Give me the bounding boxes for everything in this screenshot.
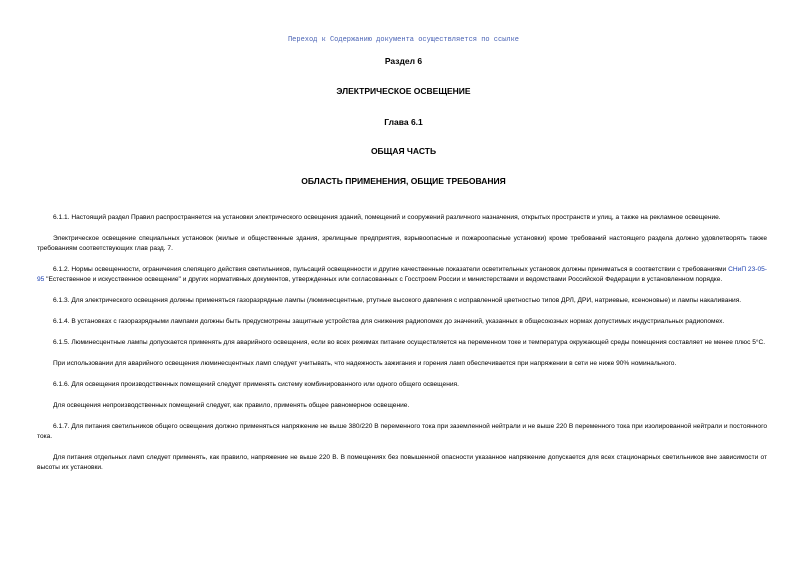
- paragraph-special-lighting: Электрическое освещение специальных установок (жилые и общественные здания, зрелищные предприятия, взрывоопасные и пожароопасные установки) кроме требований настоящего раздела должно удовлетворять также требованиям соответствующих глав разд. 7.: [37, 235, 767, 252]
- snip-link[interactable]: СНиП 23-05-95: [37, 266, 767, 283]
- paragraph-6-1-2: [37, 265, 767, 285]
- paragraph-non-production: Для освещения непроизводственных помещений следует, как правило, применять общее равномерное освещение.: [53, 402, 410, 409]
- paragraph-6-1-5: 6.1.5. Люминесцентные лампы допускается применять для аварийного освещения, если во всех режимах питание осуществляется на переменном токе и температура окружающей среды помещения составляет не менее плюс 5°С.: [53, 339, 766, 346]
- paragraph-6-1-1: 6.1.1. Настоящий раздел Правил распространяется на установки электрического освещения зданий, помещений и сооружений различного назначения, открытых пространств и улиц, а также на рекламное освещение.: [53, 214, 721, 221]
- general-part-heading: ОБЩАЯ ЧАСТЬ: [370, 146, 437, 156]
- toc-link[interactable]: Переход к Содержанию документа осуществляется по ссылке: [287, 36, 520, 44]
- scope-heading: ОБЛАСТЬ ПРИМЕНЕНИЯ, ОБЩИЕ ТРЕБОВАНИЯ: [301, 176, 506, 186]
- section-heading: Раздел 6: [384, 56, 423, 66]
- paragraph-6-1-4: 6.1.4. В установках с газоразрядными лампами должны быть предусмотрены защитные устройства для снижения радиопомех до значений, указанных в общесоюзных нормах допустимых индустриальных радиопомех.: [53, 318, 725, 325]
- paragraph-6-1-3: 6.1.3. Для электрического освещения должны применяться газоразрядные лампы (люминесцентные, ртутные высокого давления с исправленной цветностью типов ДРЛ, ДРИ, натриевые, ксеноновые) и лампы накаливания.: [53, 297, 742, 304]
- section-title: ЭЛЕКТРИЧЕСКОЕ ОСВЕЩЕНИЕ: [336, 86, 471, 96]
- paragraph-6-1-2-text-start: 6.1.2. Нормы освещенности, ограничения слепящего действия светильников, пульсаций освещенности и другие качественные показатели осветительных установок должны приниматься в соответствии с требованиями: [53, 266, 729, 273]
- paragraph-6-1-7: 6.1.7. Для питания светильников общего освещения должно применяться напряжение не выше 380/220 В переменного тока при заземленной нейтрали и не выше 220 В переменного тока при изолированной нейтрали и постоянного тока.: [37, 423, 767, 440]
- paragraph-emergency-fluorescent: При использовании для аварийного освещения люминесцентных ламп следует учитывать, что надежность зажигания и горения ламп обеспечивается при напряжении в сети не ниже 90% номинального.: [53, 360, 677, 367]
- document-body: [37, 213, 767, 484]
- chapter-heading: Глава 6.1: [384, 117, 423, 127]
- paragraph-6-1-6: 6.1.6. Для освещения производственных помещений следует применять систему комбинированного или одного общего освещения.: [53, 381, 459, 388]
- paragraph-6-1-2-text-end: "Естественное и искусственное освещение" и других нормативных документов, утвержденных или согласованных с Госстроем России и министерствами и ведомствами Российской Федерации в установленном порядке.: [44, 276, 723, 283]
- paragraph-individual-lamps: Для питания отдельных ламп следует применять, как правило, напряжение не выше 220 В. В помещениях без повышенной опасности указанное напряжение допускается для всех стационарных светильников вне зависимости от высоты их установки.: [37, 454, 767, 471]
